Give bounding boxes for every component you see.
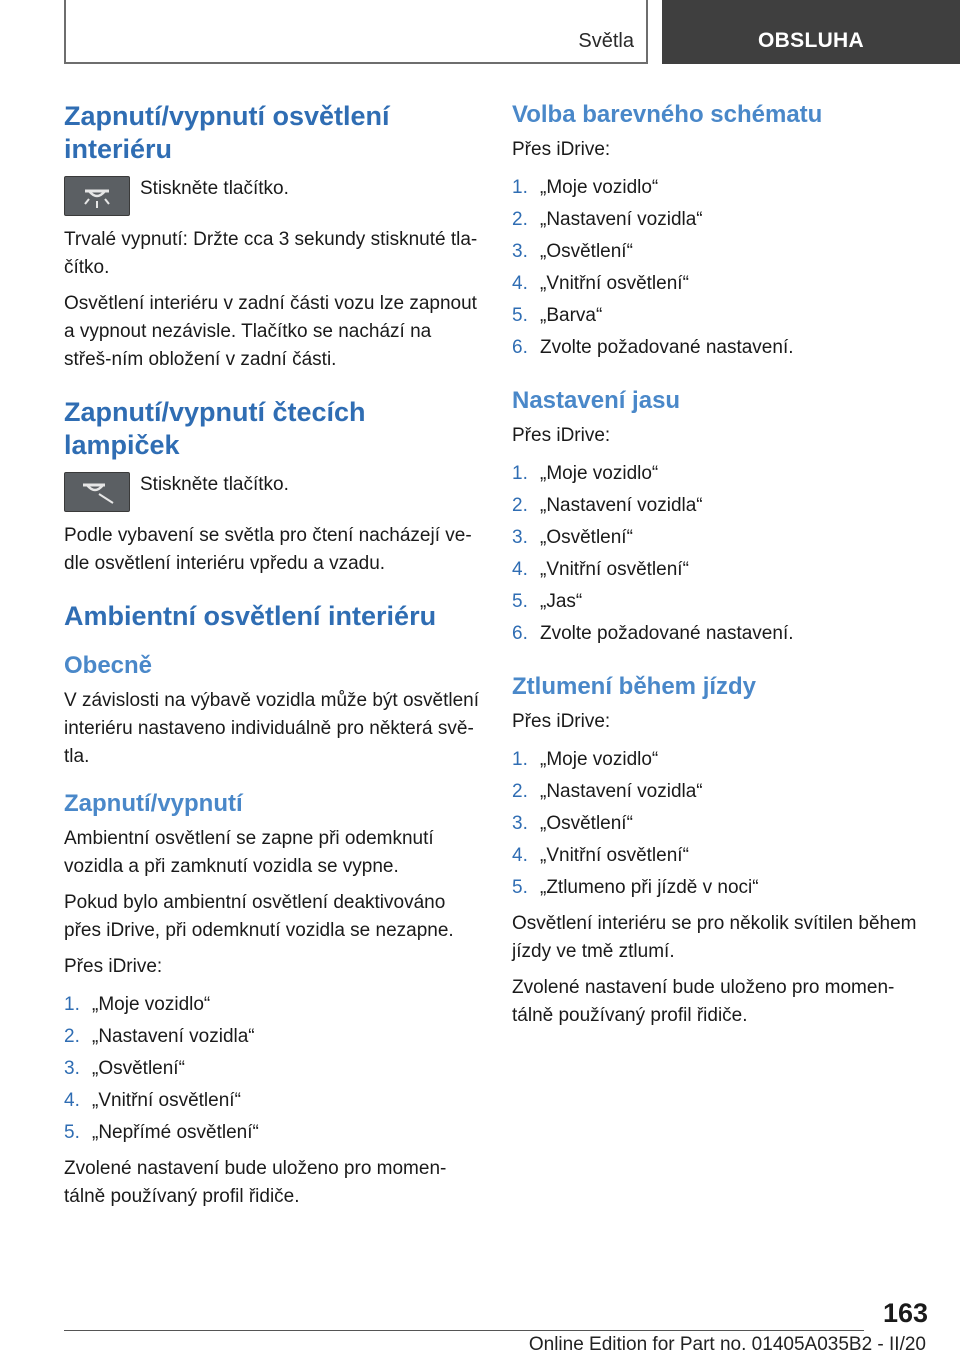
list-item: 1. „Moje vozidlo“ [64,994,211,1015]
list-item: 5. „Barva“ [512,305,603,326]
header-frame [64,0,648,64]
list-item: 1. „Moje vozidlo“ [512,177,659,198]
reading-light-button-text: Stiskněte tlačítko. [140,474,289,495]
list-item: 2. „Nastavení vozidla“ [512,781,703,802]
idrive-intro: Přes iDrive: [512,425,611,446]
list-item: 5. „Nepřímé osvětlení“ [64,1122,259,1143]
paragraph: Ambientní osvětlení se zapne při odemknutí vozidla a při zamknutí vozidla se vypne. [64,828,434,877]
section-title-reading-lights: Zapnutí/vypnutí čtecích lampiček [64,397,366,460]
left-column [64,100,482,1219]
footer-divider [64,1330,864,1331]
subsection-title-dimming: Ztlumení během jízdy [512,673,757,700]
interior-light-button-icon [64,176,130,216]
reading-light-button-icon [64,472,130,512]
subsection-title-general: Obecně [64,652,153,679]
ambient-steps-list [64,989,482,1149]
paragraph: V závislosti na výbavě vozidla může být osvětlení interiéru nastaveno individuálně pro některá svě‐tla. [64,690,480,767]
header-chapter-tab: OBSLUHA [662,0,960,64]
list-item: 3. „Osvětlení“ [512,813,633,834]
list-item: 5. „Jas“ [512,591,583,612]
list-item: 4. „Vnitřní osvětlení“ [512,273,689,294]
list-item: 6. Zvolte požadované nastavení. [512,623,794,644]
list-item: 3. „Osvětlení“ [64,1058,185,1079]
paragraph: Osvětlení interiéru se pro několik svítilen během jízdy ve tmě ztlumí. [512,913,917,962]
reading-light-instruction [64,472,482,512]
section-title-ambient-light: Ambientní osvětlení interiéru [64,601,437,631]
interior-light-instruction [64,176,482,216]
footer-edition: Online Edition for Part no. 01405A035B2 - II/20 [528,1334,926,1355]
list-item: 4. „Vnitřní osvětlení“ [512,559,689,580]
list-item: 4. „Vnitřní osvětlení“ [64,1090,241,1111]
list-item: 3. „Osvětlení“ [512,527,633,548]
list-item: 5. „Ztlumeno při jízdě v noci“ [512,877,759,898]
subsection-title-on-off: Zapnutí/vypnutí [64,790,243,817]
list-item: 1. „Moje vozidlo“ [512,463,659,484]
list-item: 4. „Vnitřní osvětlení“ [512,845,689,866]
right-column [512,100,930,1038]
color-steps-list [512,172,930,364]
list-item: 3. „Osvětlení“ [512,241,633,262]
paragraph: Zvolené nastavení bude uloženo pro momen‐tálně používaný profil řidiče. [64,1158,447,1207]
list-item: 6. Zvolte požadované nastavení. [512,337,794,358]
brightness-steps-list [512,458,930,650]
paragraph: Osvětlení interiéru v zadní části vozu lze zapnout a vypnout nezávisle. Tlačítko se nachází na střeš‐ním obložení v zadní části. [64,293,477,370]
page-number: 163 [882,1298,928,1328]
paragraph: Pokud bylo ambientní osvětlení deaktivováno přes iDrive, při odemknutí vozidla se nezapne. [64,892,454,941]
paragraph: Trvalé vypnutí: Držte cca 3 sekundy stisknuté tla‐čítko. [64,229,478,278]
list-item: 2. „Nastavení vozidla“ [64,1026,255,1047]
section-title-interior-light: Zapnutí/vypnutí osvětlení interiéru [64,101,390,164]
idrive-intro: Přes iDrive: [64,956,163,977]
interior-light-button-text: Stiskněte tlačítko. [140,178,289,199]
subsection-title-brightness: Nastavení jasu [512,387,681,414]
paragraph: Podle vybavení se světla pro čtení nacházejí ve‐dle osvětlení interiéru vpředu a vzadu. [64,525,472,574]
idrive-intro: Přes iDrive: [512,139,611,160]
paragraph: Zvolené nastavení bude uloženo pro momen‐tálně používaný profil řidiče. [512,977,895,1026]
subsection-title-color-scheme: Volba barevného schématu [512,101,823,128]
dimming-steps-list [512,744,930,904]
list-item: 1. „Moje vozidlo“ [512,749,659,770]
list-item: 2. „Nastavení vozidla“ [512,495,703,516]
header-section-title: Světla [578,30,634,52]
list-item: 2. „Nastavení vozidla“ [512,209,703,230]
idrive-intro: Přes iDrive: [512,711,611,732]
